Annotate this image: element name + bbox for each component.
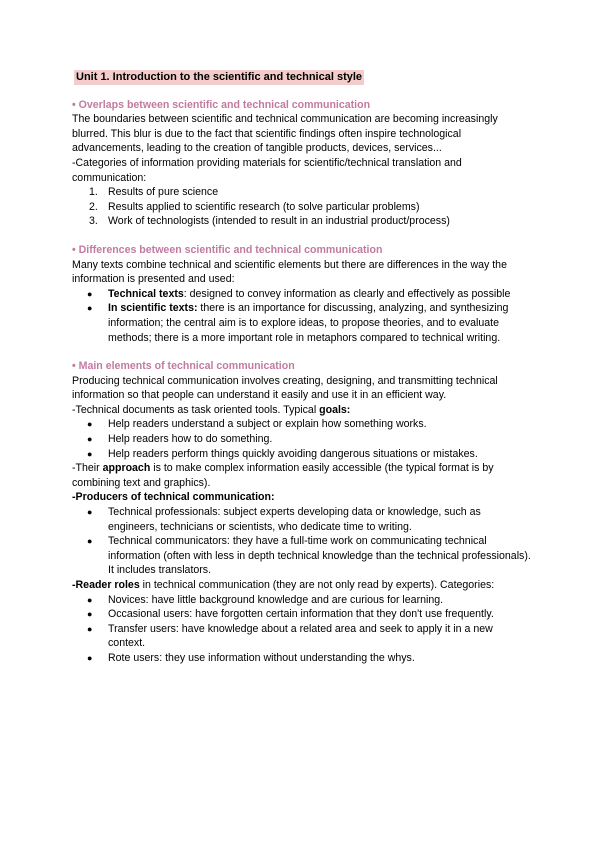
overlaps-paragraph: The boundaries between scientific and technical communication are becoming increasingly blurred. This blur is due to the fact that scientific findings often inspire technological advancements, leading to the creation of tangible products, devices, services...: [72, 113, 498, 155]
section-heading-main-elements: • Main elements of technical communication: [72, 360, 295, 373]
list-item: ● Technical communicators: they have a full-time work on communicating technical information (often with less in depth technical knowledge than the technical professionals). It includes translators.: [87, 535, 531, 577]
bullet-icon: ●: [87, 652, 93, 663]
bullet-icon: ●: [87, 419, 93, 430]
main-elements-paragraph: Producing technical communication involves creating, designing, and transmitting technical information so that people can understand it easily and use it in an efficient way.: [72, 374, 498, 402]
bullet-icon: ●: [87, 507, 93, 518]
list-item: ● Occasional users: have forgotten certain information that they don't use frequently.: [87, 608, 494, 621]
list-item: ● Technical texts: designed to convey information as clearly and effectively as possible: [87, 287, 511, 300]
goals-intro: -Technical documents as task oriented tools. Typical goals:: [72, 403, 351, 416]
bullet-icon: ●: [87, 303, 93, 314]
bullet-icon: ●: [87, 536, 93, 547]
section-heading-differences: • Differences between scientific and technical communication: [72, 243, 383, 256]
list-item: ● In scientific texts: there is an importance for discussing, analyzing, and synthesizing information; the central aim is to explore ideas, to propose theories, and to evaluate methods; there is a more important role in metaphors compared to technical writing.: [87, 302, 509, 344]
list-item: ● Help readers perform things quickly avoiding dangerous situations or mistakes.: [87, 447, 478, 460]
approach-paragraph: -Their approach is to make complex information easily accessible (the typical format is by combining text and graphics).: [72, 462, 494, 489]
bullet-icon: ●: [87, 609, 93, 620]
bullet-icon: ●: [87, 623, 93, 634]
differences-list: [72, 287, 532, 345]
producers-list: [72, 505, 532, 578]
list-item: ● Technical professionals: subject experts developing data or knowledge, such as engineers, technicians or scientists, who dedicate time to writing.: [87, 506, 481, 533]
bullet-icon: ●: [87, 288, 93, 299]
list-item: ● Transfer users: have knowledge about a related area and seek to apply it in a new context.: [87, 622, 493, 650]
list-item: 1. Results of pure science: [89, 186, 219, 199]
unit-title: Unit 1. Introduction to the scientific and technical style: [76, 71, 363, 83]
list-item: ● Help readers understand a subject or explain how something works.: [87, 418, 427, 431]
document-page: [72, 70, 532, 666]
reader-roles-intro: -Reader roles in technical communication (they are not only read by experts). Categories:: [72, 579, 495, 591]
differences-paragraph: Many texts combine technical and scientific elements but there are differences in the way the information is presented and used:: [72, 258, 507, 286]
producers-heading: -Producers of technical communication:: [72, 491, 275, 504]
list-item: ● Novices: have little background knowledge and are curious for learning.: [87, 593, 444, 606]
list-item: 3. Work of technologists (intended to result in an industrial product/process): [89, 215, 450, 228]
list-item: ● Rote users: they use information without understanding the whys.: [87, 651, 415, 664]
section-heading-overlaps: • Overlaps between scientific and technical communication: [72, 98, 371, 111]
categories-intro: -Categories of information providing materials for scientific/technical translation and communication:: [72, 156, 462, 184]
bullet-icon: ●: [87, 434, 93, 445]
bullet-icon: ●: [87, 594, 93, 605]
list-item: ● Help readers how to do something.: [87, 433, 273, 446]
goals-list: [72, 417, 532, 461]
reader-roles-list: [72, 593, 532, 666]
categories-list: [72, 185, 532, 229]
list-item: 2. Results applied to scientific research (to solve particular problems): [89, 200, 420, 213]
bullet-icon: ●: [87, 448, 93, 459]
